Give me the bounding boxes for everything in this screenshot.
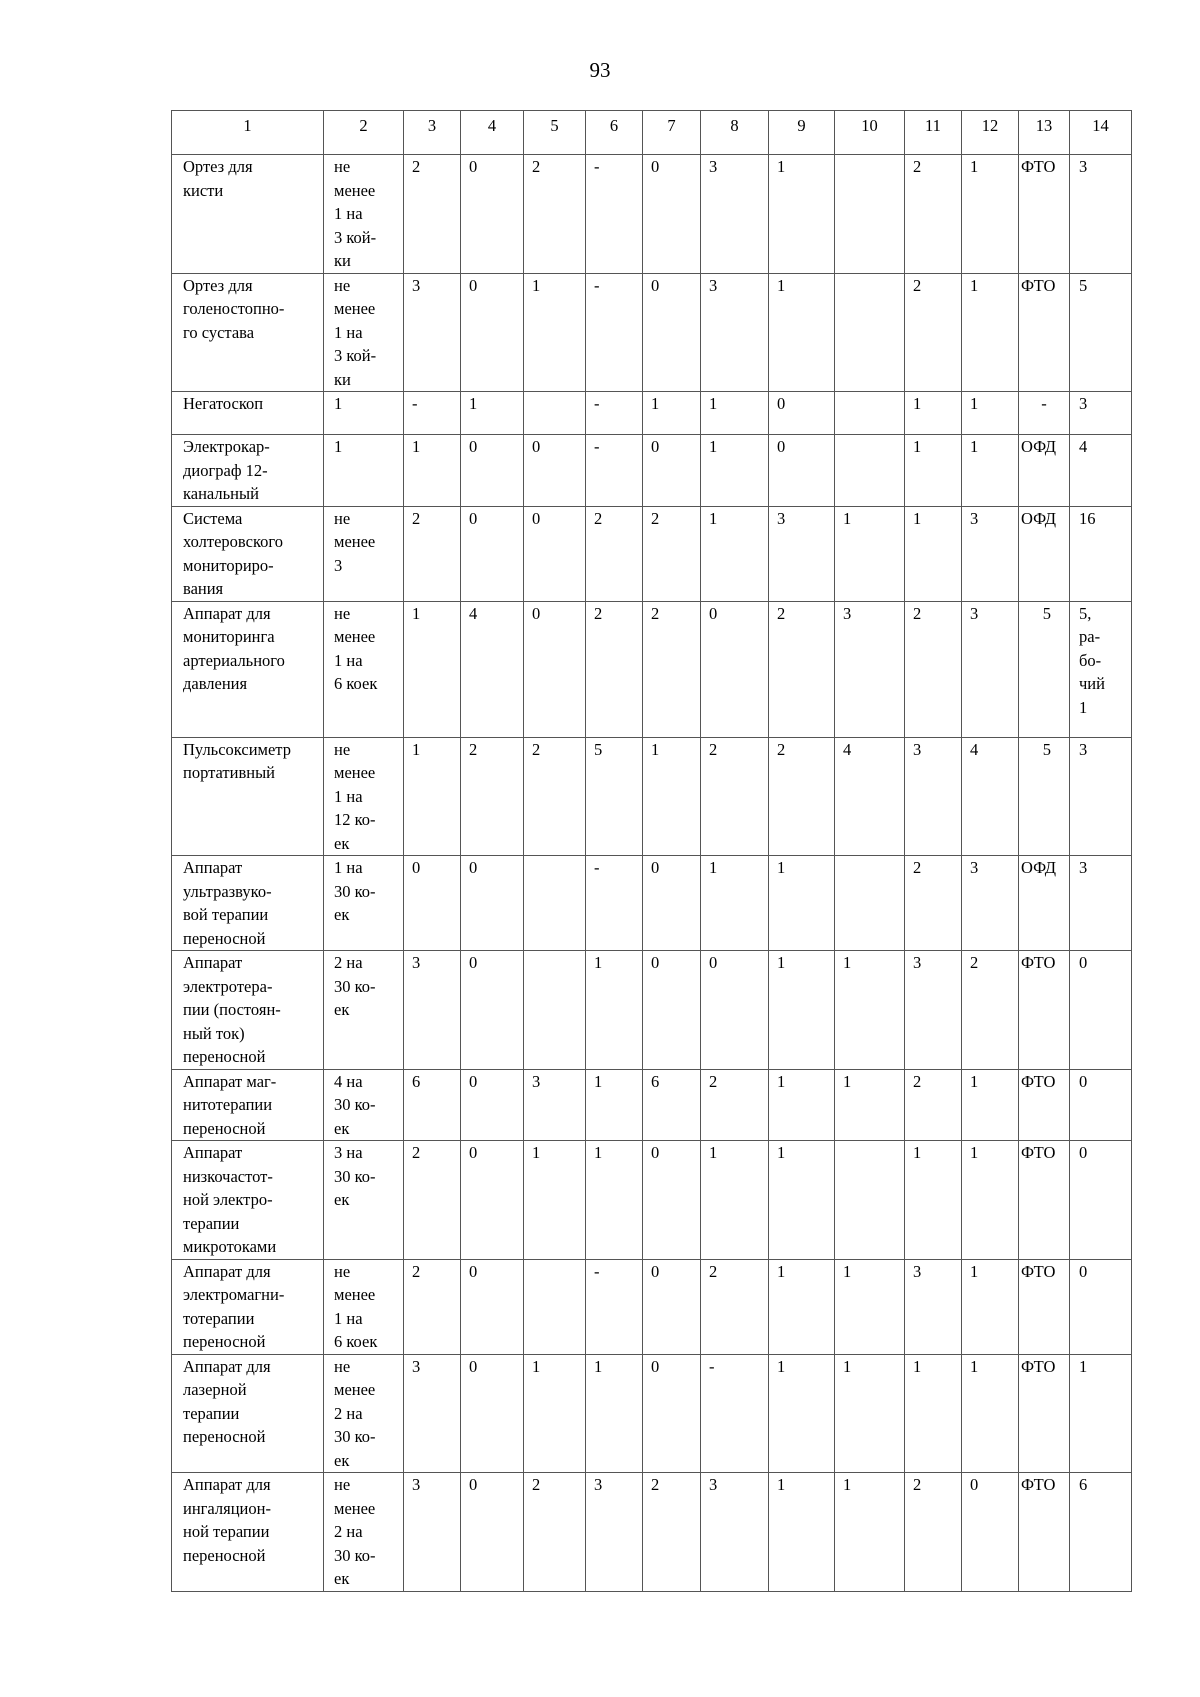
cell-col-7: 1	[643, 737, 701, 856]
cell-col-6: 2	[586, 506, 643, 601]
cell-col-14: 3	[1070, 856, 1132, 951]
header-label: 3	[427, 115, 437, 135]
cell-equipment-name: Негатоскоп	[172, 392, 324, 435]
cell-quantity-norm: 2 на 30 ко- ек	[324, 951, 404, 1070]
cell-col-3: 1	[404, 737, 461, 856]
cell-col-10: 3	[835, 601, 905, 737]
cell-col-6: 1	[586, 1069, 643, 1141]
cell-col-4: 0	[461, 1069, 524, 1141]
cell-col-8: 1	[701, 856, 769, 951]
table-row	[172, 1141, 1132, 1260]
cell-quantity-norm: не менее 1 на 3 кой- ки	[324, 155, 404, 274]
header-label: 6	[609, 115, 619, 135]
header-cell-3	[404, 111, 461, 155]
cell-col-5: 0	[524, 601, 586, 737]
cell-col-11: 2	[905, 273, 962, 392]
header-row	[172, 111, 1132, 155]
cell-quantity-norm: 1	[324, 392, 404, 435]
cell-col-3: 2	[404, 1141, 461, 1260]
cell-quantity-norm: 3 на 30 ко- ек	[324, 1141, 404, 1260]
cell-col-12: 4	[962, 737, 1019, 856]
cell-col-3: 1	[404, 601, 461, 737]
header-label: 10	[861, 115, 878, 135]
cell-col-12: 3	[962, 601, 1019, 737]
cell-col-13: ФТО	[1019, 1069, 1070, 1141]
table-row	[172, 1354, 1132, 1473]
cell-col-12: 1	[962, 1141, 1019, 1260]
cell-col-9: 1	[769, 1473, 835, 1592]
cell-col-11: 2	[905, 856, 962, 951]
cell-col-4: 0	[461, 951, 524, 1070]
cell-col-11: 2	[905, 601, 962, 737]
cell-col-7: 0	[643, 435, 701, 507]
cell-col-12: 0	[962, 1473, 1019, 1592]
cell-col-14: 0	[1070, 1141, 1132, 1260]
cell-col-3: -	[404, 392, 461, 435]
cell-col-7: 0	[643, 1141, 701, 1260]
cell-col-10	[835, 856, 905, 951]
cell-col-10: 1	[835, 1473, 905, 1592]
cell-col-5	[524, 392, 586, 435]
cell-col-7: 1	[643, 392, 701, 435]
cell-equipment-name: Ортез для голеностопно- го сустава	[172, 273, 324, 392]
cell-col-5: 1	[524, 273, 586, 392]
cell-col-14: 5, ра- бо- чий 1	[1070, 601, 1132, 737]
cell-col-7: 0	[643, 1354, 701, 1473]
cell-quantity-norm: не менее 1 на 3 кой- ки	[324, 273, 404, 392]
cell-col-9: 1	[769, 1141, 835, 1260]
cell-col-10: 1	[835, 506, 905, 601]
cell-col-8: 1	[701, 506, 769, 601]
cell-col-3: 1	[404, 435, 461, 507]
header-label: 5	[550, 115, 559, 135]
header-cell-2	[324, 111, 404, 155]
header-cell-14	[1070, 111, 1132, 155]
table-row	[172, 1473, 1132, 1592]
cell-col-9: 1	[769, 951, 835, 1070]
cell-col-5: 3	[524, 1069, 586, 1141]
cell-col-8: 0	[701, 951, 769, 1070]
cell-equipment-name: Аппарат для лазерной терапии переносной	[172, 1354, 324, 1473]
cell-col-6: -	[586, 1259, 643, 1354]
header-cell-7	[643, 111, 701, 155]
header-cell-12	[962, 111, 1019, 155]
cell-quantity-norm: не менее 1 на 6 коек	[324, 601, 404, 737]
cell-col-4: 0	[461, 1354, 524, 1473]
cell-col-6: 1	[586, 1141, 643, 1260]
cell-col-5: 0	[524, 435, 586, 507]
header-label: 1	[243, 115, 252, 135]
equipment-table	[171, 110, 1132, 1592]
page-number: 93	[589, 58, 611, 82]
cell-col-5	[524, 951, 586, 1070]
cell-col-5: 2	[524, 737, 586, 856]
cell-col-13: 5	[1019, 737, 1070, 856]
header-label: 8	[730, 115, 739, 135]
cell-col-10: 1	[835, 1069, 905, 1141]
cell-col-12: 1	[962, 1354, 1019, 1473]
cell-col-8: 2	[701, 1259, 769, 1354]
cell-col-10	[835, 435, 905, 507]
cell-col-14: 3	[1070, 737, 1132, 856]
cell-col-4: 1	[461, 392, 524, 435]
table-row	[172, 506, 1132, 601]
cell-quantity-norm: не менее 1 на 12 ко- ек	[324, 737, 404, 856]
cell-col-13: ОФД	[1019, 435, 1070, 507]
cell-col-8: 2	[701, 737, 769, 856]
cell-col-13: ОФД	[1019, 506, 1070, 601]
cell-col-10: 1	[835, 1259, 905, 1354]
cell-col-5: 1	[524, 1141, 586, 1260]
cell-col-9: 1	[769, 155, 835, 274]
header-cell-10	[835, 111, 905, 155]
cell-equipment-name: Электрокар- диограф 12- канальный	[172, 435, 324, 507]
cell-col-6: -	[586, 392, 643, 435]
cell-col-6: 1	[586, 951, 643, 1070]
cell-col-12: 3	[962, 506, 1019, 601]
cell-col-9: 2	[769, 737, 835, 856]
cell-equipment-name: Аппарат для электромагни- тотерапии переносной	[172, 1259, 324, 1354]
cell-col-5: 2	[524, 1473, 586, 1592]
cell-col-3: 2	[404, 506, 461, 601]
cell-col-12: 1	[962, 392, 1019, 435]
cell-col-12: 3	[962, 856, 1019, 951]
header-cell-11	[905, 111, 962, 155]
cell-col-14: 3	[1070, 155, 1132, 274]
cell-col-14: 6	[1070, 1473, 1132, 1592]
cell-col-7: 0	[643, 856, 701, 951]
cell-col-3: 0	[404, 856, 461, 951]
table-row	[172, 737, 1132, 856]
cell-equipment-name: Аппарат маг- нитотерапии переносной	[172, 1069, 324, 1141]
cell-col-14: 3	[1070, 392, 1132, 435]
cell-col-13: ФТО	[1019, 273, 1070, 392]
cell-col-6: -	[586, 155, 643, 274]
cell-col-6: -	[586, 856, 643, 951]
cell-col-9: 0	[769, 435, 835, 507]
cell-col-14: 5	[1070, 273, 1132, 392]
cell-col-5: 2	[524, 155, 586, 274]
cell-col-8: 0	[701, 601, 769, 737]
cell-col-13: ФТО	[1019, 1473, 1070, 1592]
cell-quantity-norm: 1	[324, 435, 404, 507]
cell-col-10	[835, 392, 905, 435]
cell-col-9: 1	[769, 1069, 835, 1141]
header-cell-4	[461, 111, 524, 155]
cell-col-11: 3	[905, 737, 962, 856]
cell-equipment-name: Ортез для кисти	[172, 155, 324, 274]
cell-col-5: 0	[524, 506, 586, 601]
cell-col-9: 0	[769, 392, 835, 435]
cell-quantity-norm: не менее 3	[324, 506, 404, 601]
cell-col-4: 0	[461, 1473, 524, 1592]
header-label: 11	[925, 115, 941, 135]
header-label: 14	[1092, 115, 1109, 135]
cell-equipment-name: Аппарат для ингаляцион- ной терапии переносной	[172, 1473, 324, 1592]
table-row	[172, 435, 1132, 507]
header-label: 9	[797, 115, 806, 135]
table-body	[172, 155, 1132, 1592]
table-row	[172, 392, 1132, 435]
cell-col-9: 1	[769, 1259, 835, 1354]
cell-col-14: 16	[1070, 506, 1132, 601]
cell-col-10: 4	[835, 737, 905, 856]
cell-col-4: 0	[461, 1141, 524, 1260]
cell-col-14: 0	[1070, 1069, 1132, 1141]
header-cell-8	[701, 111, 769, 155]
cell-col-8: 1	[701, 392, 769, 435]
cell-col-10	[835, 155, 905, 274]
cell-col-3: 6	[404, 1069, 461, 1141]
cell-col-8: 3	[701, 155, 769, 274]
cell-col-11: 2	[905, 1069, 962, 1141]
cell-col-5	[524, 856, 586, 951]
cell-equipment-name: Аппарат низкочастот- ной электро- терапии микротоками	[172, 1141, 324, 1260]
cell-col-13: ФТО	[1019, 1354, 1070, 1473]
cell-col-13: ФТО	[1019, 951, 1070, 1070]
cell-col-5	[524, 1259, 586, 1354]
cell-col-11: 3	[905, 1259, 962, 1354]
cell-col-3: 2	[404, 155, 461, 274]
cell-col-6: 5	[586, 737, 643, 856]
cell-col-10	[835, 273, 905, 392]
cell-col-12: 1	[962, 273, 1019, 392]
cell-col-8: 3	[701, 273, 769, 392]
cell-col-13: ФТО	[1019, 155, 1070, 274]
cell-equipment-name: Аппарат электротера- пии (постоян- ный ток) переносной	[172, 951, 324, 1070]
cell-col-6: -	[586, 435, 643, 507]
cell-col-5: 1	[524, 1354, 586, 1473]
table-row	[172, 1259, 1132, 1354]
cell-col-6: -	[586, 273, 643, 392]
cell-col-3: 3	[404, 951, 461, 1070]
cell-quantity-norm: не менее 1 на 6 коек	[324, 1259, 404, 1354]
cell-col-3: 3	[404, 273, 461, 392]
cell-quantity-norm: 4 на 30 ко- ек	[324, 1069, 404, 1141]
cell-col-13: 5	[1019, 601, 1070, 737]
header-cell-6	[586, 111, 643, 155]
cell-col-12: 1	[962, 435, 1019, 507]
cell-col-9: 2	[769, 601, 835, 737]
cell-col-14: 0	[1070, 1259, 1132, 1354]
cell-col-10: 1	[835, 1354, 905, 1473]
cell-col-7: 0	[643, 951, 701, 1070]
cell-col-9: 1	[769, 856, 835, 951]
cell-col-7: 0	[643, 273, 701, 392]
cell-col-13: -	[1019, 392, 1070, 435]
cell-col-13: ФТО	[1019, 1259, 1070, 1354]
cell-col-7: 2	[643, 601, 701, 737]
cell-col-11: 2	[905, 1473, 962, 1592]
cell-col-13: ФТО	[1019, 1141, 1070, 1260]
table-header	[172, 111, 1132, 155]
cell-col-12: 1	[962, 1069, 1019, 1141]
cell-col-4: 4	[461, 601, 524, 737]
cell-equipment-name: Аппарат для мониторинга артериального давления	[172, 601, 324, 737]
cell-quantity-norm: 1 на 30 ко- ек	[324, 856, 404, 951]
header-label: 4	[487, 115, 497, 135]
header-cell-1	[172, 111, 324, 155]
cell-col-7: 0	[643, 1259, 701, 1354]
table-row	[172, 856, 1132, 951]
cell-col-3: 3	[404, 1473, 461, 1592]
cell-col-8: 1	[701, 1141, 769, 1260]
cell-col-7: 2	[643, 1473, 701, 1592]
cell-col-11: 3	[905, 951, 962, 1070]
table-row	[172, 1069, 1132, 1141]
cell-quantity-norm: не менее 2 на 30 ко- ек	[324, 1473, 404, 1592]
cell-col-11: 1	[905, 435, 962, 507]
table-row	[172, 273, 1132, 392]
cell-equipment-name: Пульсоксиметр портативный	[172, 737, 324, 856]
cell-col-9: 3	[769, 506, 835, 601]
header-label: 7	[667, 115, 676, 135]
cell-col-11: 1	[905, 1141, 962, 1260]
cell-col-6: 1	[586, 1354, 643, 1473]
cell-equipment-name: Аппарат ультразвуко- вой терапии переносной	[172, 856, 324, 951]
cell-col-7: 2	[643, 506, 701, 601]
cell-col-4: 0	[461, 273, 524, 392]
cell-col-4: 2	[461, 737, 524, 856]
cell-col-4: 0	[461, 506, 524, 601]
cell-col-6: 3	[586, 1473, 643, 1592]
cell-col-4: 0	[461, 435, 524, 507]
header-label: 13	[1035, 115, 1053, 135]
cell-col-9: 1	[769, 1354, 835, 1473]
cell-quantity-norm: не менее 2 на 30 ко- ек	[324, 1354, 404, 1473]
table-row	[172, 155, 1132, 274]
cell-col-13: ОФД	[1019, 856, 1070, 951]
cell-col-6: 2	[586, 601, 643, 737]
cell-col-8: -	[701, 1354, 769, 1473]
cell-col-10: 1	[835, 951, 905, 1070]
cell-col-12: 2	[962, 951, 1019, 1070]
cell-col-11: 1	[905, 506, 962, 601]
cell-col-8: 2	[701, 1069, 769, 1141]
cell-col-4: 0	[461, 856, 524, 951]
table-row	[172, 951, 1132, 1070]
cell-col-8: 1	[701, 435, 769, 507]
header-label: 12	[981, 115, 999, 135]
cell-col-14: 0	[1070, 951, 1132, 1070]
cell-col-14: 1	[1070, 1354, 1132, 1473]
header-label: 2	[359, 115, 368, 135]
cell-col-12: 1	[962, 1259, 1019, 1354]
cell-col-7: 6	[643, 1069, 701, 1141]
header-cell-5	[524, 111, 586, 155]
cell-col-12: 1	[962, 155, 1019, 274]
cell-col-7: 0	[643, 155, 701, 274]
cell-col-11: 1	[905, 1354, 962, 1473]
cell-col-14: 4	[1070, 435, 1132, 507]
header-cell-9	[769, 111, 835, 155]
cell-col-9: 1	[769, 273, 835, 392]
cell-col-4: 0	[461, 1259, 524, 1354]
table-row	[172, 601, 1132, 737]
cell-col-4: 0	[461, 155, 524, 274]
cell-col-10	[835, 1141, 905, 1260]
cell-col-3: 3	[404, 1354, 461, 1473]
cell-equipment-name: Система холтеровского мониториро- вания	[172, 506, 324, 601]
cell-col-11: 2	[905, 155, 962, 274]
cell-col-8: 3	[701, 1473, 769, 1592]
cell-col-3: 2	[404, 1259, 461, 1354]
cell-col-11: 1	[905, 392, 962, 435]
header-cell-13	[1019, 111, 1070, 155]
